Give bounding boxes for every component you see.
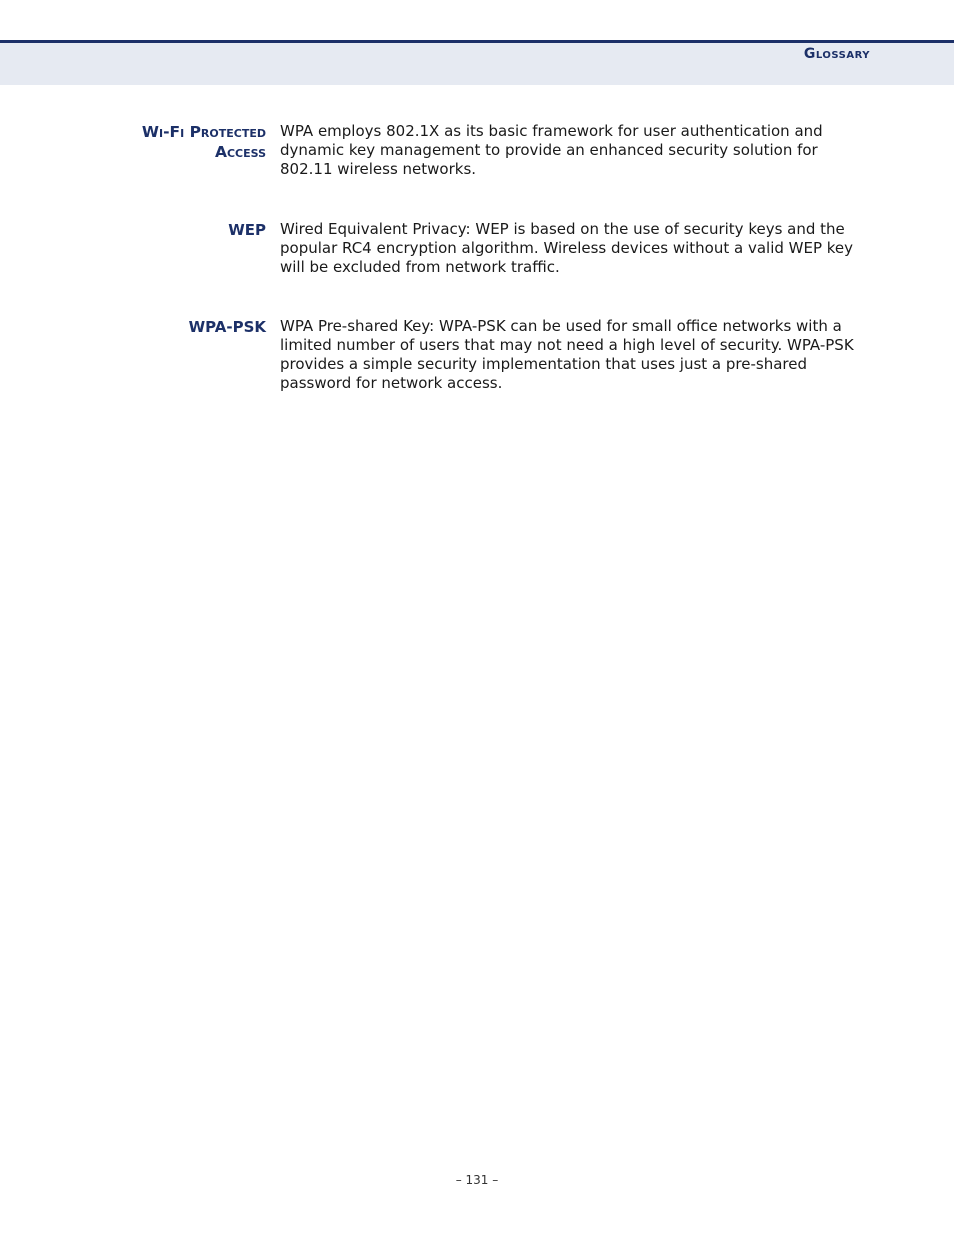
glossary-term <box>66 122 266 162</box>
running-header <box>0 40 954 85</box>
glossary-definition: Wired Equivalent Privacy: WEP is based on the use of security keys and the popular RC4 encryption algorithm. Wireless devices without a valid WEP key will be excluded from network traffic. <box>280 220 854 276</box>
page-number: – 131 – <box>455 1173 499 1187</box>
glossary-definition: WPA Pre-shared Key: WPA-PSK can be used for small office networks with a limited number of users that may not need a high level of security. WPA-PSK provides a simple security implementation that uses just a pre-shared password for network access. <box>280 317 854 392</box>
glossary-term: WEP <box>228 221 266 239</box>
glossary-term-line: Access <box>214 143 266 161</box>
glossary-term-line: Wi-Fi Protected <box>141 123 266 141</box>
section-title: Glossary <box>803 46 870 62</box>
glossary-term: WPA-PSK <box>188 318 266 336</box>
glossary-definition: WPA employs 802.1X as its basic framework for user authentication and dynamic key management to provide an enhanced security solution for 802.11 wireless networks. <box>280 122 823 178</box>
